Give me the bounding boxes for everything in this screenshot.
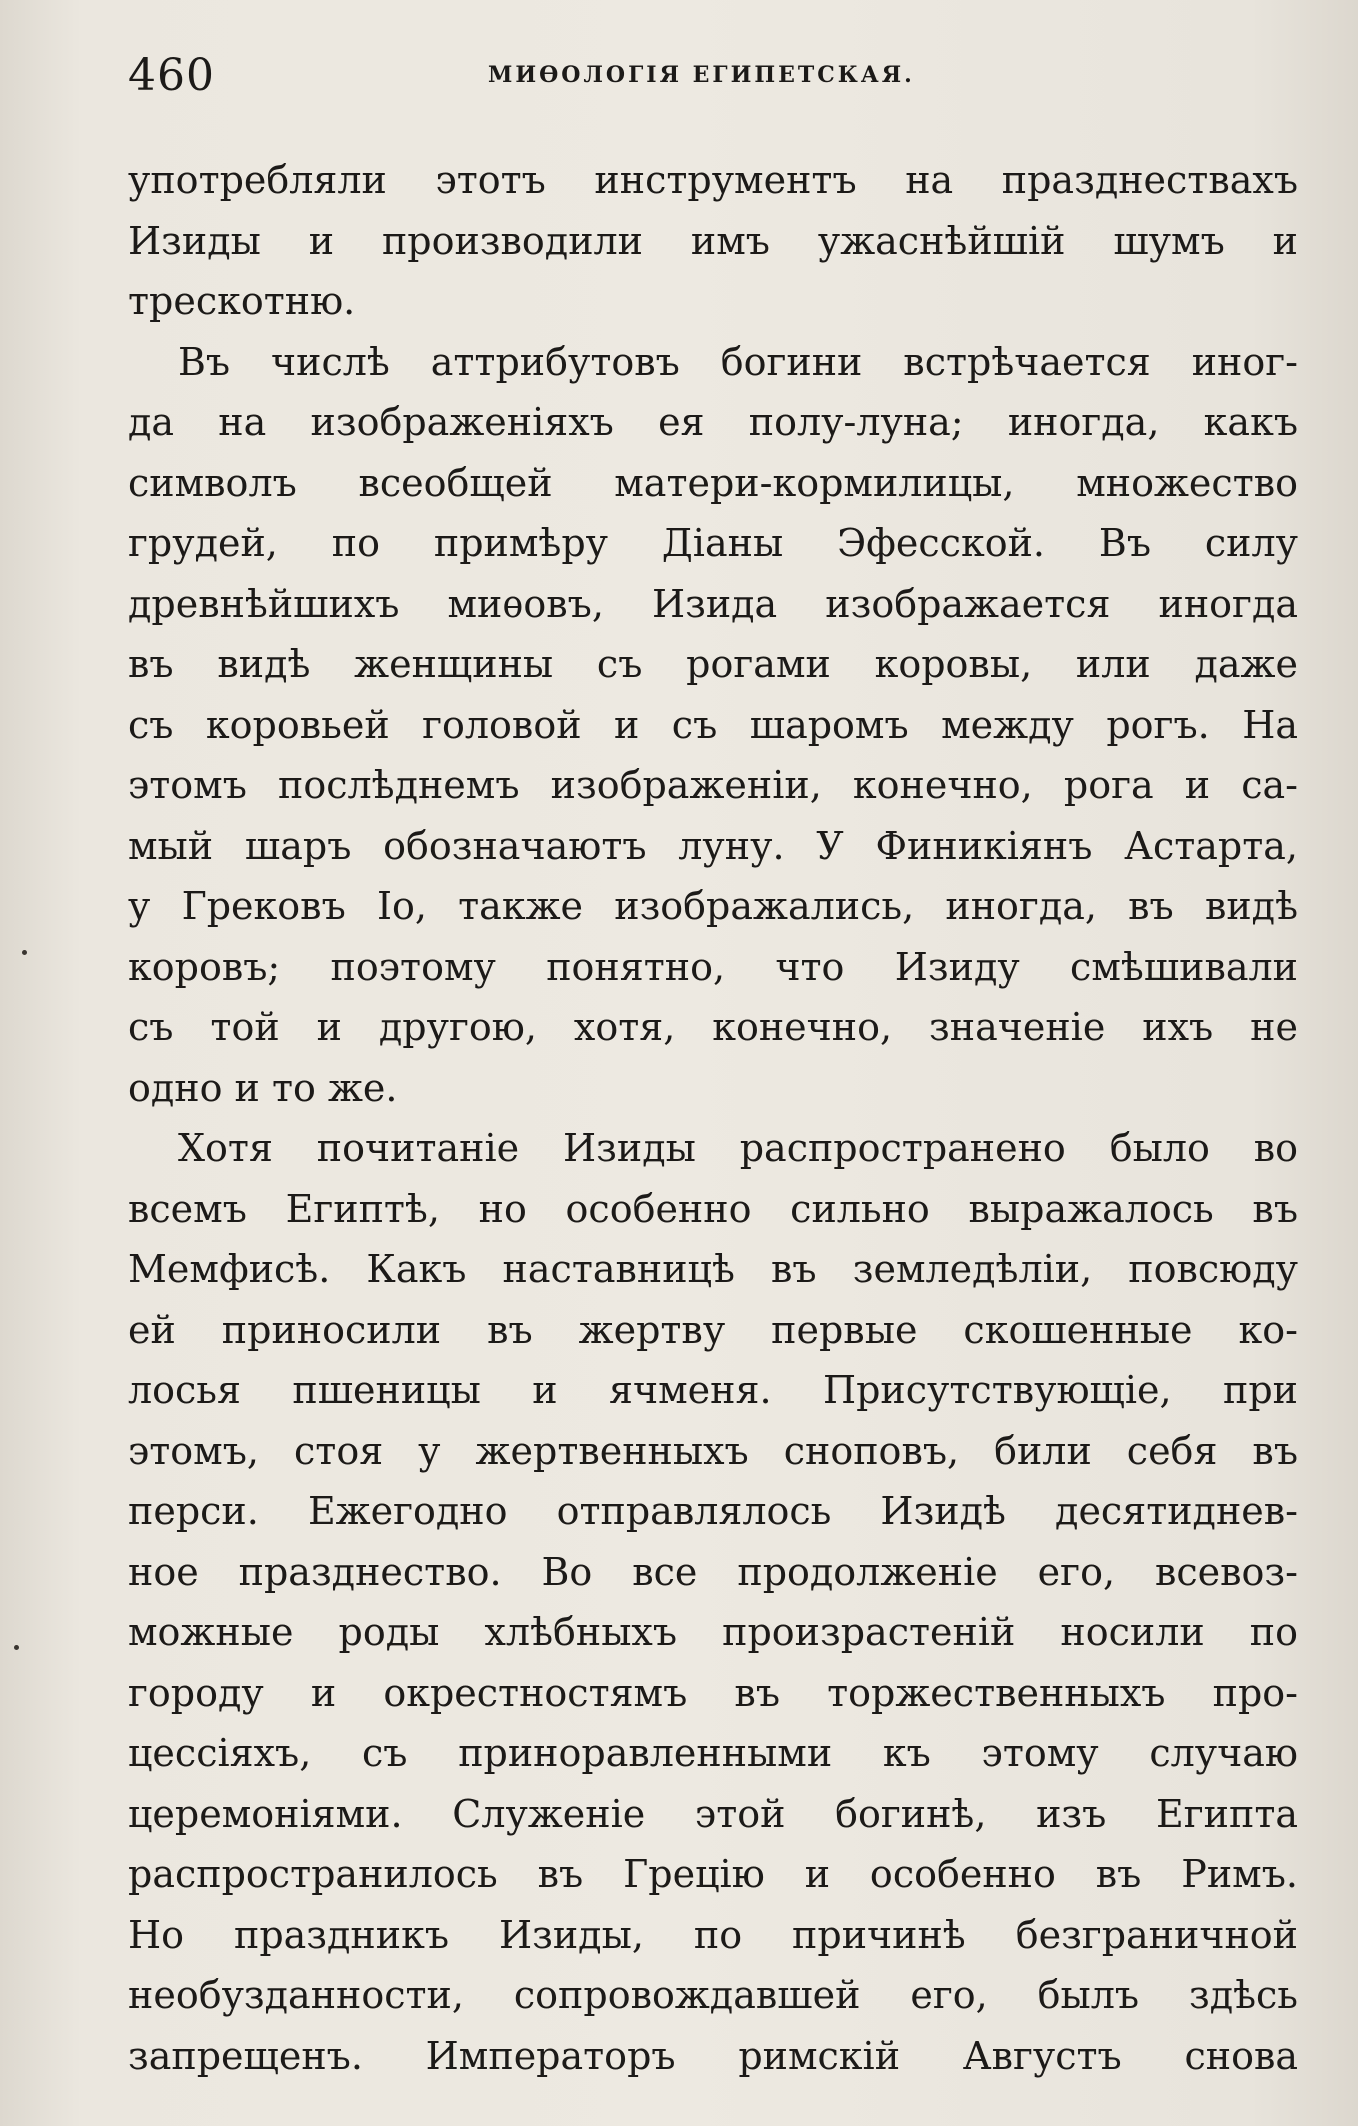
text-line: цессіяхъ, съ приноравленными къ этому случаю <box>128 1731 1298 1775</box>
text-line: запрещенъ. Императоръ римскій Августъ снова <box>128 2033 1298 2078</box>
text-line: Изиды и производили имъ ужаснѣйшій шумъ и <box>128 218 1298 263</box>
text-line: ей приносили въ жертву первые скошенные ко- <box>128 1307 1298 1352</box>
page-header <box>128 50 1308 110</box>
text-line: этомъ послѣднемъ изображеніи, конечно, рога и са- <box>128 763 1298 807</box>
paragraph <box>128 150 1298 332</box>
text-line: одно и то же. <box>128 1065 398 1110</box>
text-line: съ коровьей головой и съ шаромъ между рогъ. На <box>128 702 1298 747</box>
text-line: этомъ, стоя у жертвенныхъ сноповъ, били себя въ <box>128 1428 1298 1473</box>
text-line: Хотя почитаніе Изиды распространено было во <box>178 1126 1298 1170</box>
text-line: символъ всеобщей матери-кормилицы, множество <box>128 460 1298 505</box>
page-number: 460 <box>128 50 215 101</box>
text-line: распространилось въ Грецію и особенно въ Римъ. <box>128 1852 1298 1896</box>
text-line: церемоніями. Служеніе этой богинѣ, изъ Египта <box>128 1791 1298 1836</box>
text-line: необузданности, сопровождавшей его, былъ здѣсь <box>128 1973 1298 2017</box>
text-line: ное празднество. Во все продолженіе его, всевоз- <box>128 1549 1298 1594</box>
text-line: съ той и другою, хотя, конечно, значеніе ихъ не <box>128 1005 1298 1049</box>
text-line: перси. Ежегодно отправлялось Изидѣ десятиднев- <box>128 1489 1298 1533</box>
text-line: въ видѣ женщины съ рогами коровы, или даже <box>128 642 1298 686</box>
text-line: городу и окрестностямъ въ торжественныхъ про- <box>128 1670 1298 1715</box>
text-line: употребляли этотъ инструментъ на празднествахъ <box>128 158 1298 202</box>
text-line: коровъ; поэтому понятно, что Изиду смѣшивали <box>128 944 1298 989</box>
margin-speck <box>22 950 27 955</box>
body-text <box>128 150 1298 2086</box>
paragraph <box>128 332 1298 1119</box>
text-line: всемъ Египтѣ, но особенно сильно выражалось въ <box>128 1186 1298 1231</box>
text-line: да на изображеніяхъ ея полу-луна; иногда, какъ <box>128 400 1298 444</box>
text-line: у Грековъ Іо, также изображались, иногда, въ видѣ <box>128 884 1298 928</box>
text-line: Но праздникъ Изиды, по причинѣ безграничной <box>128 1912 1298 1957</box>
text-line: можные роды хлѣбныхъ произрастеній носили по <box>128 1610 1298 1654</box>
text-line: мый шаръ обозначаютъ луну. У Финикіянъ Астарта, <box>128 823 1298 868</box>
text-line: древнѣйшихъ миѳовъ, Изида изображается иногда <box>128 581 1298 626</box>
text-line: Въ числѣ аттрибутовъ богини встрѣчается иног- <box>178 339 1298 384</box>
text-line: грудей, по примѣру Діаны Эфесской. Въ силу <box>128 521 1298 565</box>
paragraph <box>128 1118 1298 2086</box>
text-line: Мемфисѣ. Какъ наставницѣ въ земледѣліи, повсюду <box>128 1247 1298 1291</box>
running-head: МИѲОЛОГІЯ ЕГИПЕТСКАЯ. <box>488 62 915 88</box>
text-line: трескотню. <box>128 279 356 323</box>
margin-speck <box>14 1645 19 1650</box>
text-line: лосья пшеницы и ячменя. Присутствующіе, при <box>128 1368 1298 1412</box>
